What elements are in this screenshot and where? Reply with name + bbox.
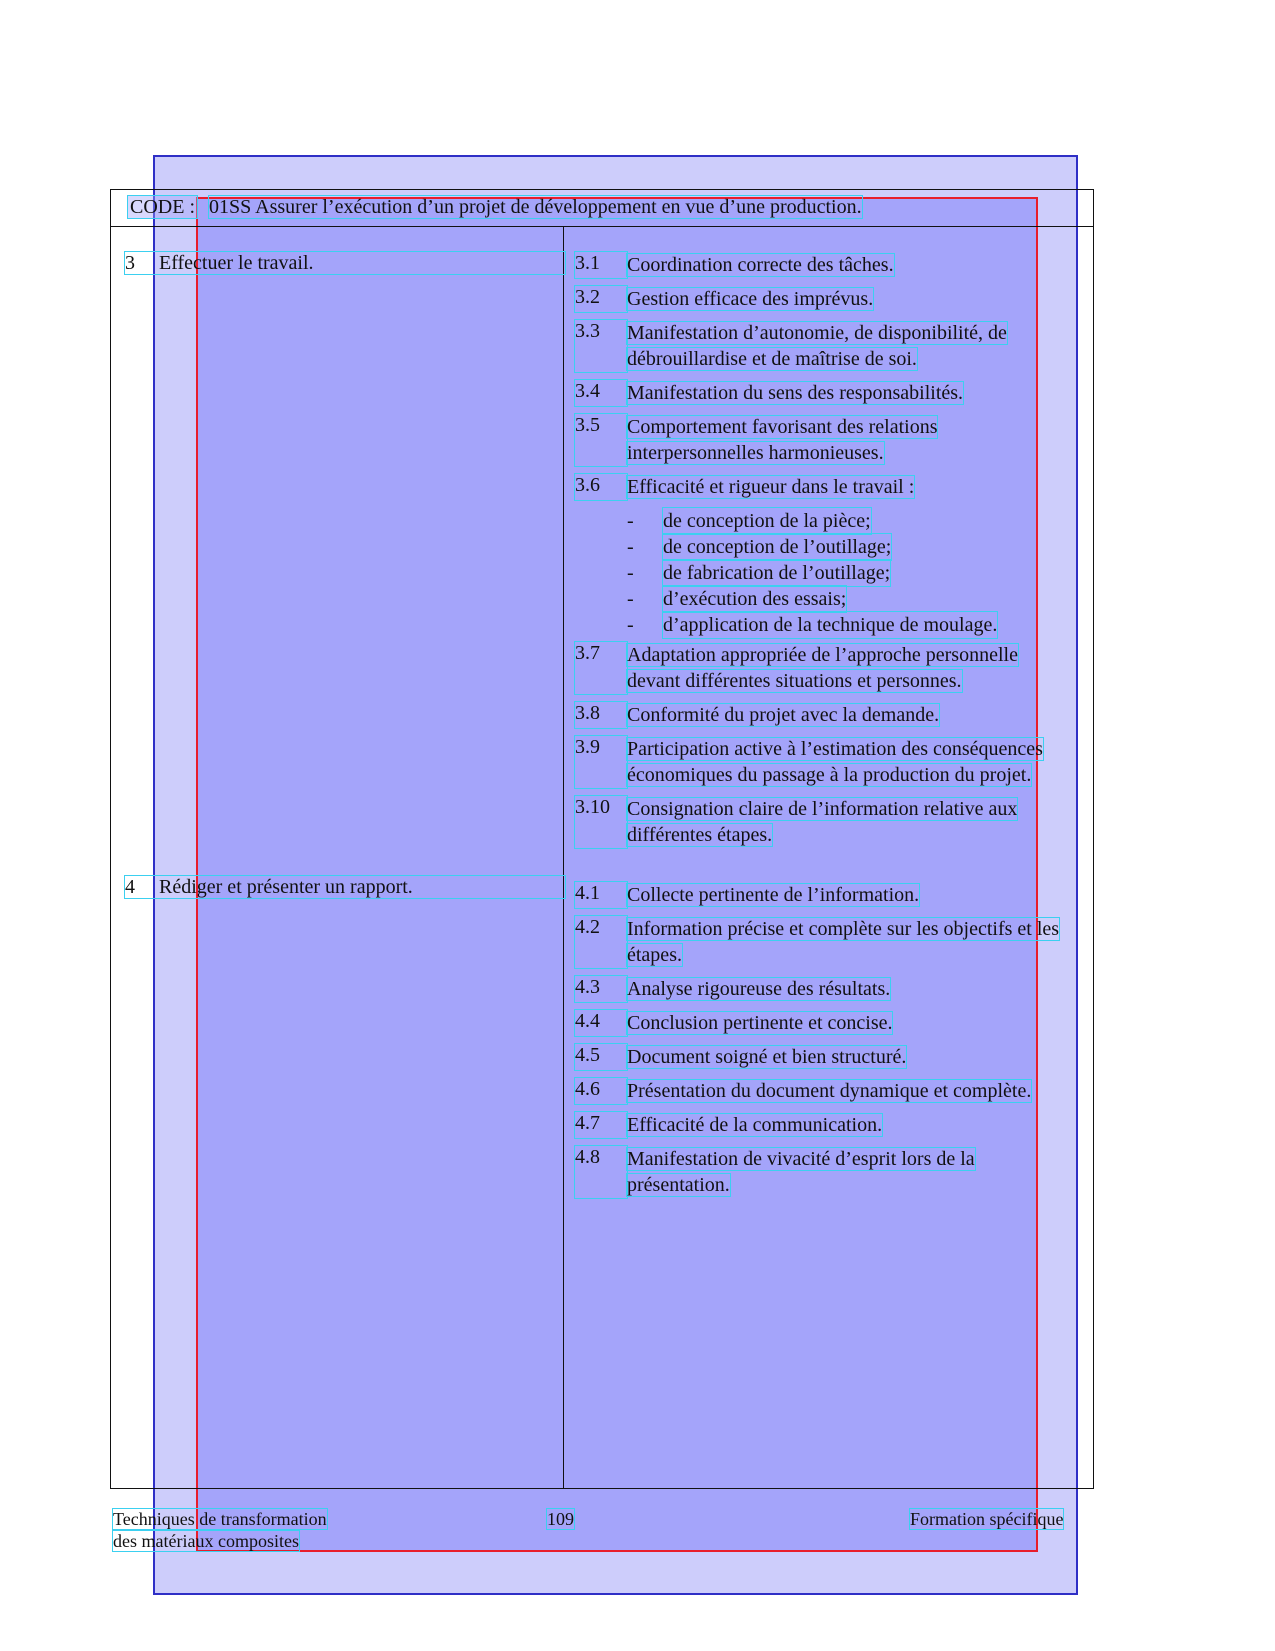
criterion-text-span: Information précise et complète sur les objectifs et les étapes. [627, 918, 1060, 966]
criterion-text [627, 736, 1075, 788]
dash-bullet: - [627, 588, 634, 610]
criterion-text-span: Collecte pertinente de l’information. [627, 884, 920, 906]
sublist-item [627, 534, 1075, 560]
criterion-number: 3.1 [575, 252, 627, 278]
criterion-item [575, 380, 1075, 406]
sublist-text: de conception de la pièce; [663, 510, 871, 532]
criterion-item [575, 474, 1075, 500]
dash-bullet: - [627, 536, 634, 558]
criterion-text-span: Efficacité de la communication. [627, 1114, 883, 1136]
criterion-text [627, 882, 919, 908]
criteria-column [575, 252, 1075, 1206]
column-divider [563, 227, 564, 1489]
criterion-number: 3.9 [575, 736, 627, 788]
page-number: 109 [547, 1509, 574, 1529]
criterion-item [575, 642, 1075, 694]
criteria-group-3 [575, 252, 1075, 848]
criterion-text-span: Coordination correcte des tâches. [627, 254, 894, 276]
criterion-number: 4.2 [575, 916, 627, 968]
criterion-item [575, 1044, 1075, 1070]
dash-bullet: - [627, 562, 634, 584]
criterion-text-span: Consignation claire de l’information relative aux différentes étapes. [627, 798, 1018, 846]
criterion-text-span: Présentation du document dynamique et complète. [627, 1080, 1032, 1102]
sublist-item [627, 508, 1075, 534]
criterion-item [575, 702, 1075, 728]
step-label: Effectuer le travail. [159, 252, 314, 274]
footer-program [113, 1508, 327, 1552]
criterion-text-span: Analyse rigoureuse des résultats. [627, 978, 891, 1000]
sublist-text: d’exécution des essais; [663, 588, 847, 610]
sublist-item [627, 586, 1075, 612]
criterion-item [575, 1078, 1075, 1104]
criterion-number: 4.1 [575, 882, 627, 908]
criterion-number: 3.7 [575, 642, 627, 694]
criterion-item [575, 1146, 1075, 1198]
criterion-item [575, 286, 1075, 312]
criterion-text-span: Comportement favorisant des relations interpersonnelles harmonieuses. [627, 416, 938, 464]
criterion-number: 4.8 [575, 1146, 627, 1198]
sublist-item [627, 560, 1075, 586]
competency-code-header [128, 195, 862, 219]
criterion-text [627, 1010, 892, 1036]
dash-bullet: - [627, 510, 634, 532]
sublist-text: d’application de la technique de moulage. [663, 614, 998, 636]
criterion-item [575, 1010, 1075, 1036]
footer-program-line2: des matériaux composites [113, 1531, 299, 1551]
dash-bullet: - [627, 614, 634, 636]
code-label: CODE : [130, 196, 195, 218]
criterion-text-span: Participation active à l’estimation des conséquences économiques du passage à la production du projet. [627, 738, 1043, 786]
criterion-text [627, 474, 914, 500]
criterion-text [627, 1044, 906, 1070]
footer-section [910, 1508, 1063, 1530]
criterion-item [575, 796, 1075, 848]
criterion-text-span: Conclusion pertinente et concise. [627, 1012, 893, 1034]
criterion-item [575, 252, 1075, 278]
criterion-3-6-sublist [627, 508, 1075, 638]
criterion-text [627, 1078, 1031, 1104]
criterion-number: 3.6 [575, 474, 627, 500]
criterion-text [627, 976, 890, 1002]
footer-program-line1: Techniques de transformation [113, 1509, 327, 1529]
criterion-text-span: Document soigné et bien structuré. [627, 1046, 907, 1068]
criterion-text-span: Manifestation de vivacité d’esprit lors de la présentation. [627, 1148, 975, 1196]
criterion-item [575, 916, 1075, 968]
criterion-text [627, 702, 939, 728]
criterion-item [575, 882, 1075, 908]
criterion-item [575, 1112, 1075, 1138]
sublist-text: de conception de l’outillage; [663, 536, 892, 558]
criterion-number: 3.3 [575, 320, 627, 372]
footer-section-label: Formation spécifique [910, 1509, 1064, 1529]
criterion-item [575, 736, 1075, 788]
criteria-group-4 [575, 882, 1075, 1198]
criterion-text-span: Adaptation appropriée de l’approche personnelle devant différentes situations et personnes. [627, 644, 1018, 692]
criterion-text [627, 1112, 882, 1138]
criterion-text [627, 642, 1075, 694]
sublist-text: de fabrication de l’outillage; [663, 562, 891, 584]
criterion-item [575, 414, 1075, 466]
sublist-item [627, 612, 1075, 638]
criterion-number: 4.5 [575, 1044, 627, 1070]
step-number: 3 [125, 252, 135, 274]
criterion-text [627, 252, 894, 278]
criterion-number: 3.8 [575, 702, 627, 728]
criterion-number: 4.3 [575, 976, 627, 1002]
criterion-item [575, 320, 1075, 372]
code-title: 01SS Assurer l’exécution d’un projet de développement en vue d’une production. [209, 196, 862, 218]
criterion-text [627, 320, 1075, 372]
criterion-text [627, 1146, 1075, 1198]
criterion-text-span: Manifestation d’autonomie, de disponibilité, de débrouillardise et de maîtrise de soi. [627, 322, 1007, 370]
criterion-number: 3.2 [575, 286, 627, 312]
criterion-number: 4.6 [575, 1078, 627, 1104]
criterion-text [627, 380, 963, 406]
criterion-text-span: Manifestation du sens des responsabilités. [627, 382, 964, 404]
criterion-text [627, 286, 873, 312]
criterion-text-span: Conformité du projet avec la demande. [627, 704, 940, 726]
criterion-item [575, 976, 1075, 1002]
criterion-number: 4.7 [575, 1112, 627, 1138]
criterion-number: 3.4 [575, 380, 627, 406]
header-divider [110, 226, 1094, 227]
step-number: 4 [125, 876, 135, 898]
criterion-text [627, 916, 1075, 968]
criterion-text-span: Gestion efficace des imprévus. [627, 288, 874, 310]
criterion-text [627, 414, 1075, 466]
step-label: Rédiger et présenter un rapport. [159, 876, 413, 898]
criterion-text [627, 796, 1075, 848]
criterion-number: 3.5 [575, 414, 627, 466]
footer-page-number [547, 1508, 574, 1530]
step-4 [125, 876, 565, 898]
criterion-text-span: Efficacité et rigueur dans le travail : [627, 476, 915, 498]
step-3 [125, 252, 565, 274]
criterion-number: 3.10 [575, 796, 627, 848]
criterion-number: 4.4 [575, 1010, 627, 1036]
